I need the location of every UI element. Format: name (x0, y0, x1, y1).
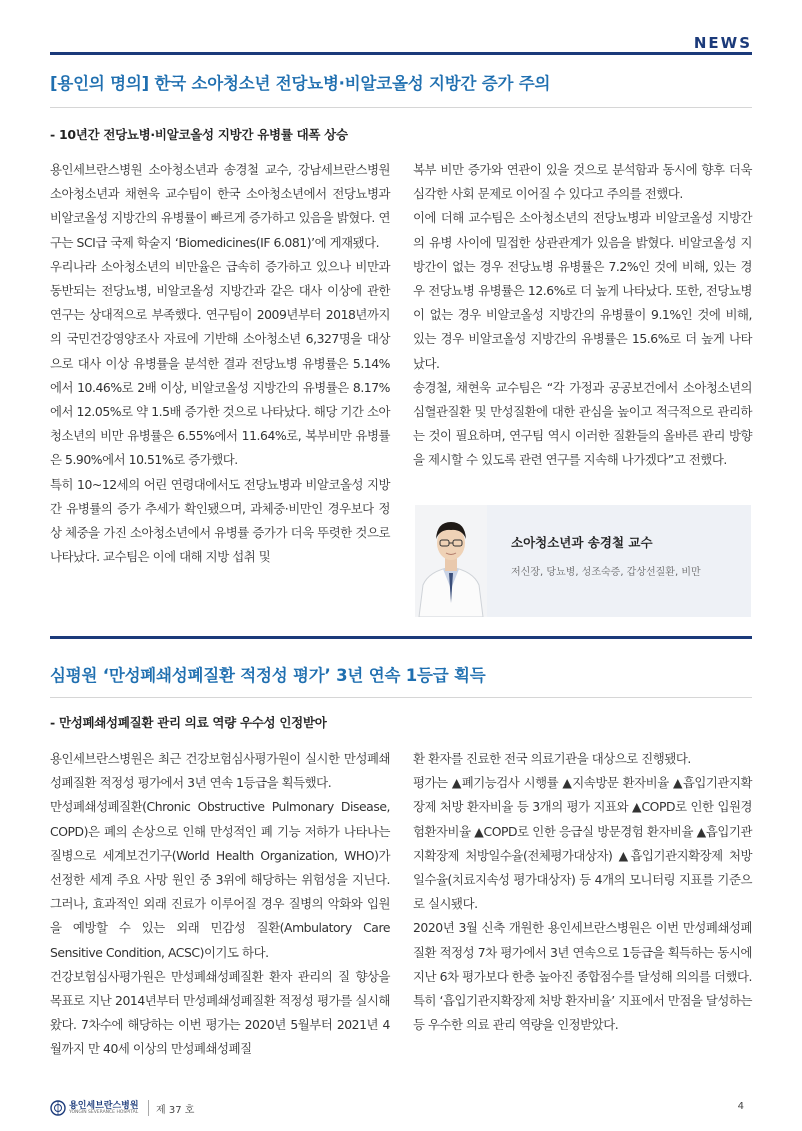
page-number: 4 (737, 1101, 744, 1112)
section-label: NEWS (693, 34, 752, 52)
article1-subhead: - 10년간 전당뇨병·비알코올성 지방간 유병률 대폭 상승 (50, 127, 348, 142)
article1-paragraph: 복부 비만 증가와 연관이 있을 것으로 분석함과 동시에 향후 더욱 심각한 사회 문제로 이어질 수 있다고 주의를 전했다. (413, 162, 752, 202)
doctor-name: 소아청소년과 송경철 교수 (511, 535, 653, 550)
article1-right-column (413, 158, 752, 473)
article1-paragraph: 우리나라 소아청소년의 비만율은 급속히 증가하고 있으나 비만과 동반되는 전당뇨병, 비알코올성 지방간과 같은 대사 이상에 관한 연구는 상대적으로 부족했다. 연구팀이 2009년부터 2018년까지의 국민건강영양조사 자료에 기반해 소아청소년 6,327명을 대상으로 대사 이상 유병률을 분석한 결과 전당뇨병 유병률은 5.14%에서 10.46%로 2배 이상, 비알코올성 지방간의 유병률은 8.17%에서 12.05%로 약 1.5배 증가한 것으로 나타났다. 해당 기간 소아청소년의 비만 유병률은 6.55%에서 11.64%로, 복부비만 유병률은 5.90%에서 10.51%로 증가했다. (50, 258, 390, 468)
article1-paragraph: 송경철, 채현욱 교수팀은 “각 가정과 공공보건에서 소아청소년의 심혈관질환 및 만성질환에 대한 관심을 높이고 적극적으로 관리하는 것이 필요하며, 연구팀 역시 이러한 질환들의 올바른 관리 방향을 제시할 수 있도록 관련 연구를 지속해 나가겠다”고 전했다. (413, 379, 752, 468)
article2-paragraph: 용인세브란스병원은 최근 건강보험심사평가원이 실시한 만성폐쇄성폐질환 적정성 평가에서 3년 연속 1등급을 획득했다. (50, 751, 390, 791)
article2-subhead: - 만성폐쇄성폐질환 관리 의료 역량 우수성 인정받아 (50, 715, 327, 730)
article2-paragraph: 만성폐쇄성폐질환(Chronic Obstructive Pulmonary Disease, COPD)은 폐의 손상으로 인해 만성적인 폐 기능 저하가 나타나는 질병으로 세계보건기구(World Health Organization, WHO)가 선정한 세계 주요 사망 원인 중 3위에 해당하는 위험성을 지닌다. 그러나, 효과적인 외래 진료가 이루어질 경우 질병의 악화와 입원을 예방할 수 있는 외래 민감성 질환(Ambulatory Care Sensitive Condition, ACSC)이기도 하다. (50, 799, 390, 960)
article1-paragraph: 이에 더해 교수팀은 소아청소년의 전당뇨병과 비알코올성 지방간의 유병 사이에 밀접한 상관관계가 있음을 밝혔다. 비알코올성 지방간이 없는 경우 전당뇨병 유병률은 7.2%인 것에 비해, 있는 경우 전당뇨병 유병률은 12.6%로 더 높게 나타났다. 또한, 전당뇨병이 없는 경우 비알코올성 지방간의 유병률이 9.1%인 것에 비해, 있는 경우 비알코올성 지방간의 유병률은 15.6%로 더 높게 나타났다. (413, 210, 752, 371)
doctor-profile (415, 505, 751, 617)
article2-right-column (413, 747, 752, 1037)
article1-left-column (50, 158, 390, 569)
footer-divider (148, 1100, 149, 1116)
logo-text: 용인세브란스병원 (69, 1101, 139, 1111)
article1-title: [용인의 명의] 한국 소아청소년 전당뇨병·비알코올성 지방간 증가 주의 (50, 74, 551, 93)
section-divider (50, 636, 752, 639)
article2-paragraph: 건강보험심사평가원은 만성폐쇄성폐질환 환자 관리의 질 향상을 목표로 지난 2014년부터 만성폐쇄성폐질환 적정성 평가를 실시해왔다. 7차수에 해당하는 이번 평가는 2020년 5월부터 2021년 4월까지 만 40세 이상의 만성폐쇄성폐질 (50, 968, 390, 1057)
article1-paragraph: 특히 10~12세의 어린 연령대에서도 전당뇨병과 비알코올성 지방간 유병률의 증가 추세가 확인됐으며, 과체중·비만인 경우보다 정상 체중을 가진 소아청소년에서 유병률 증가가 더욱 뚜렷한 것으로 나타났다. 교수팀은 이에 대해 지방 섭취 및 (50, 476, 390, 565)
logo-subtext: YONGIN SEVERANCE HOSPITAL (69, 1110, 139, 1115)
article2-left-column (50, 747, 390, 1062)
article1-paragraph: 용인세브란스병원 소아청소년과 송경철 교수, 강남세브란스병원 소아청소년과 채현욱 교수팀이 한국 소아청소년에서 전당뇨병과 비알코올성 지방간의 유병률이 빠르게 증가하고 있음을 밝혔다. 연구는 SCI급 국제 학술지 ‘Biomedicines(IF 6.081)’에 게재됐다. (50, 162, 390, 250)
hospital-logo (50, 1097, 145, 1119)
article2-paragraph: 평가는 ▲폐기능검사 시행률 ▲지속방문 환자비율 ▲흡입기관지확장제 처방 환자비율 등 3개의 평가 지표와 ▲COPD로 인한 입원경험환자비율 ▲COPD로 인한 응급실 방문경험 환자비율 ▲흡입기관지확장제 처방일수율(전체평가대상자) ▲흡입기관지확장제 처방일수율(치료지속성 평가대상자) 등 4개의 모니터링 지표를 기준으로 실시됐다. (413, 775, 752, 912)
issue-number: 제 37 호 (156, 1105, 195, 1116)
doctor-specialties: 저신장, 당뇨병, 성조숙증, 갑상선질환, 비만 (511, 567, 701, 578)
header-rule (50, 52, 752, 55)
article2-paragraph: 환 환자를 진료한 전국 의료기관을 대상으로 진행됐다. (413, 751, 691, 766)
article1-title-divider (50, 107, 752, 108)
article2-title: 심평원 ‘만성폐쇄성폐질환 적정성 평가’ 3년 연속 1등급 획득 (50, 666, 486, 685)
doctor-photo (415, 505, 487, 617)
doctor-profile-card (487, 505, 751, 617)
article2-paragraph: 2020년 3월 신축 개원한 용인세브란스병원은 이번 만성폐쇄성폐질환 적정성 7차 평가에서 3년 연속으로 1등급을 획득하는 동시에 지난 6차 평가보다 한층 높아진 종합점수를 달성해 의의를 더했다. 특히 ‘흡입기관지확장제 처방 환자비율’ 지표에서 만점을 달성하는 등 우수한 의료 관리 역량을 인정받았다. (413, 920, 752, 1033)
hospital-emblem-icon (50, 1100, 66, 1116)
article2-title-divider (50, 697, 752, 698)
